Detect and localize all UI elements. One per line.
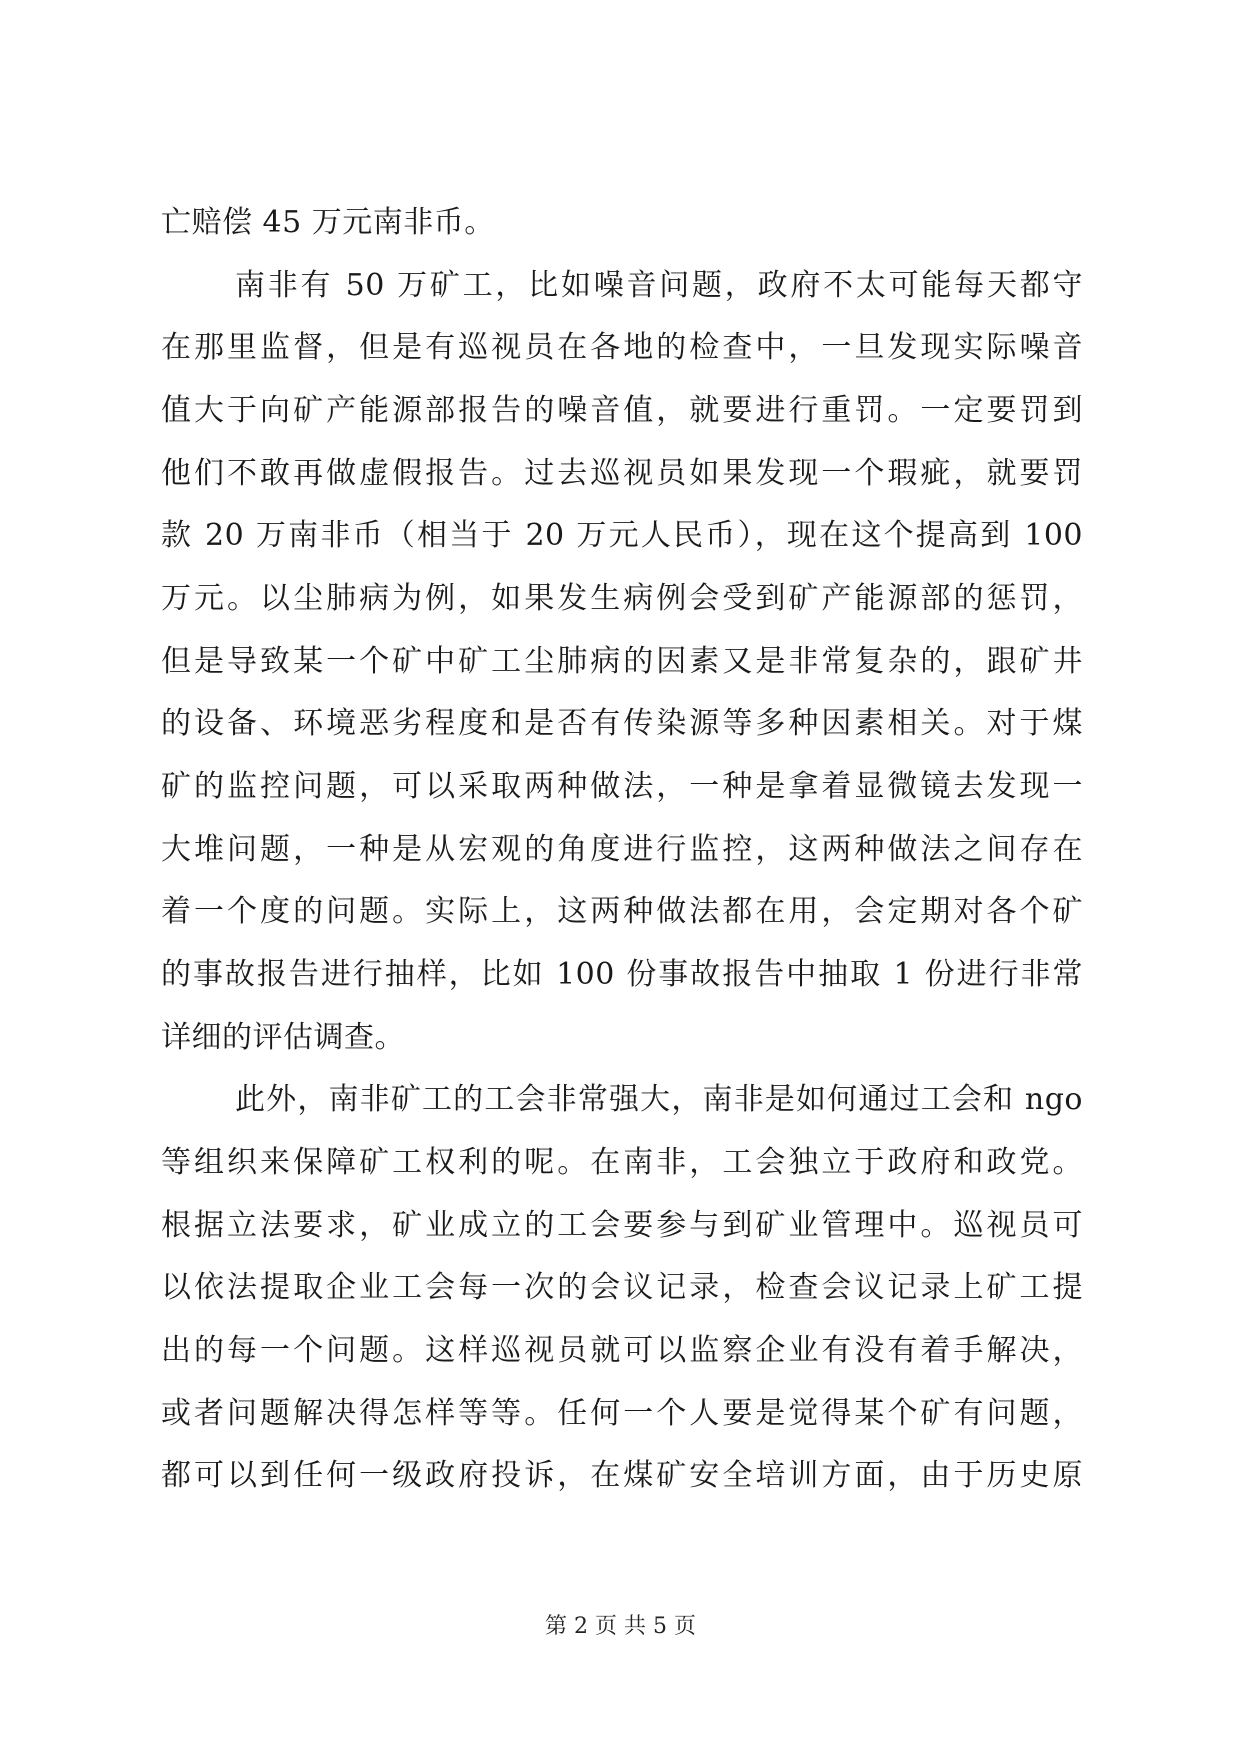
text-line: 的设备、环境恶劣程度和是否有传染源等多种因素相关。对于煤 — [161, 706, 1083, 741]
text-line: 值大于向矿产能源部报告的噪音值，就要进行重罚。一定要罚到 — [161, 393, 1083, 428]
text-line: 在那里监督，但是有巡视员在各地的检查中，一旦发现实际噪音 — [161, 330, 1083, 365]
page-number-footer: 第 2 页 共 5 页 — [545, 1614, 696, 1639]
text-line: 着一个度的问题。实际上，这两种做法都在用，会定期对各个矿 — [161, 894, 1083, 929]
text-line: 都可以到任何一级政府投诉，在煤矿安全培训方面，由于历史原 — [161, 1458, 1083, 1493]
text-line: 亡赔偿 45 万元南非币。 — [161, 205, 495, 240]
text-line: 万元。以尘肺病为例，如果发生病例会受到矿产能源部的惩罚， — [161, 581, 1083, 616]
text-line: 大堆问题，一种是从宏观的角度进行监控，这两种做法之间存在 — [161, 832, 1083, 867]
text-line: 他们不敢再做虚假报告。过去巡视员如果发现一个瑕疵，就要罚 — [161, 456, 1083, 491]
text-line: 出的每一个问题。这样巡视员就可以监察企业有没有着手解决， — [161, 1333, 1083, 1368]
text-line: 款 20 万南非币（相当于 20 万元人民币），现在这个提高到 100 — [161, 518, 1083, 553]
text-line: 但是导致某一个矿中矿工尘肺病的因素又是非常复杂的，跟矿井 — [161, 644, 1083, 679]
text-line: 根据立法要求，矿业成立的工会要参与到矿业管理中。巡视员可 — [161, 1208, 1083, 1243]
text-line: 以依法提取企业工会每一次的会议记录，检查会议记录上矿工提 — [161, 1270, 1083, 1305]
text-line: 详细的评估调查。 — [161, 1020, 405, 1055]
text-line: 或者问题解决得怎样等等。任何一个人要是觉得某个矿有问题， — [161, 1396, 1083, 1431]
text-line: 的事故报告进行抽样，比如 100 份事故报告中抽取 1 份进行非常 — [161, 957, 1083, 992]
paragraph-start-line: 南非有 50 万矿工，比如噪音问题，政府不太可能每天都守 — [235, 268, 1083, 303]
text-line: 矿的监控问题，可以采取两种做法，一种是拿着显微镜去发现一 — [161, 769, 1083, 804]
paragraph-start-line: 此外，南非矿工的工会非常强大，南非是如何通过工会和 ngo — [235, 1082, 1083, 1117]
text-line: 等组织来保障矿工权利的呢。在南非，工会独立于政府和政党。 — [161, 1145, 1083, 1180]
